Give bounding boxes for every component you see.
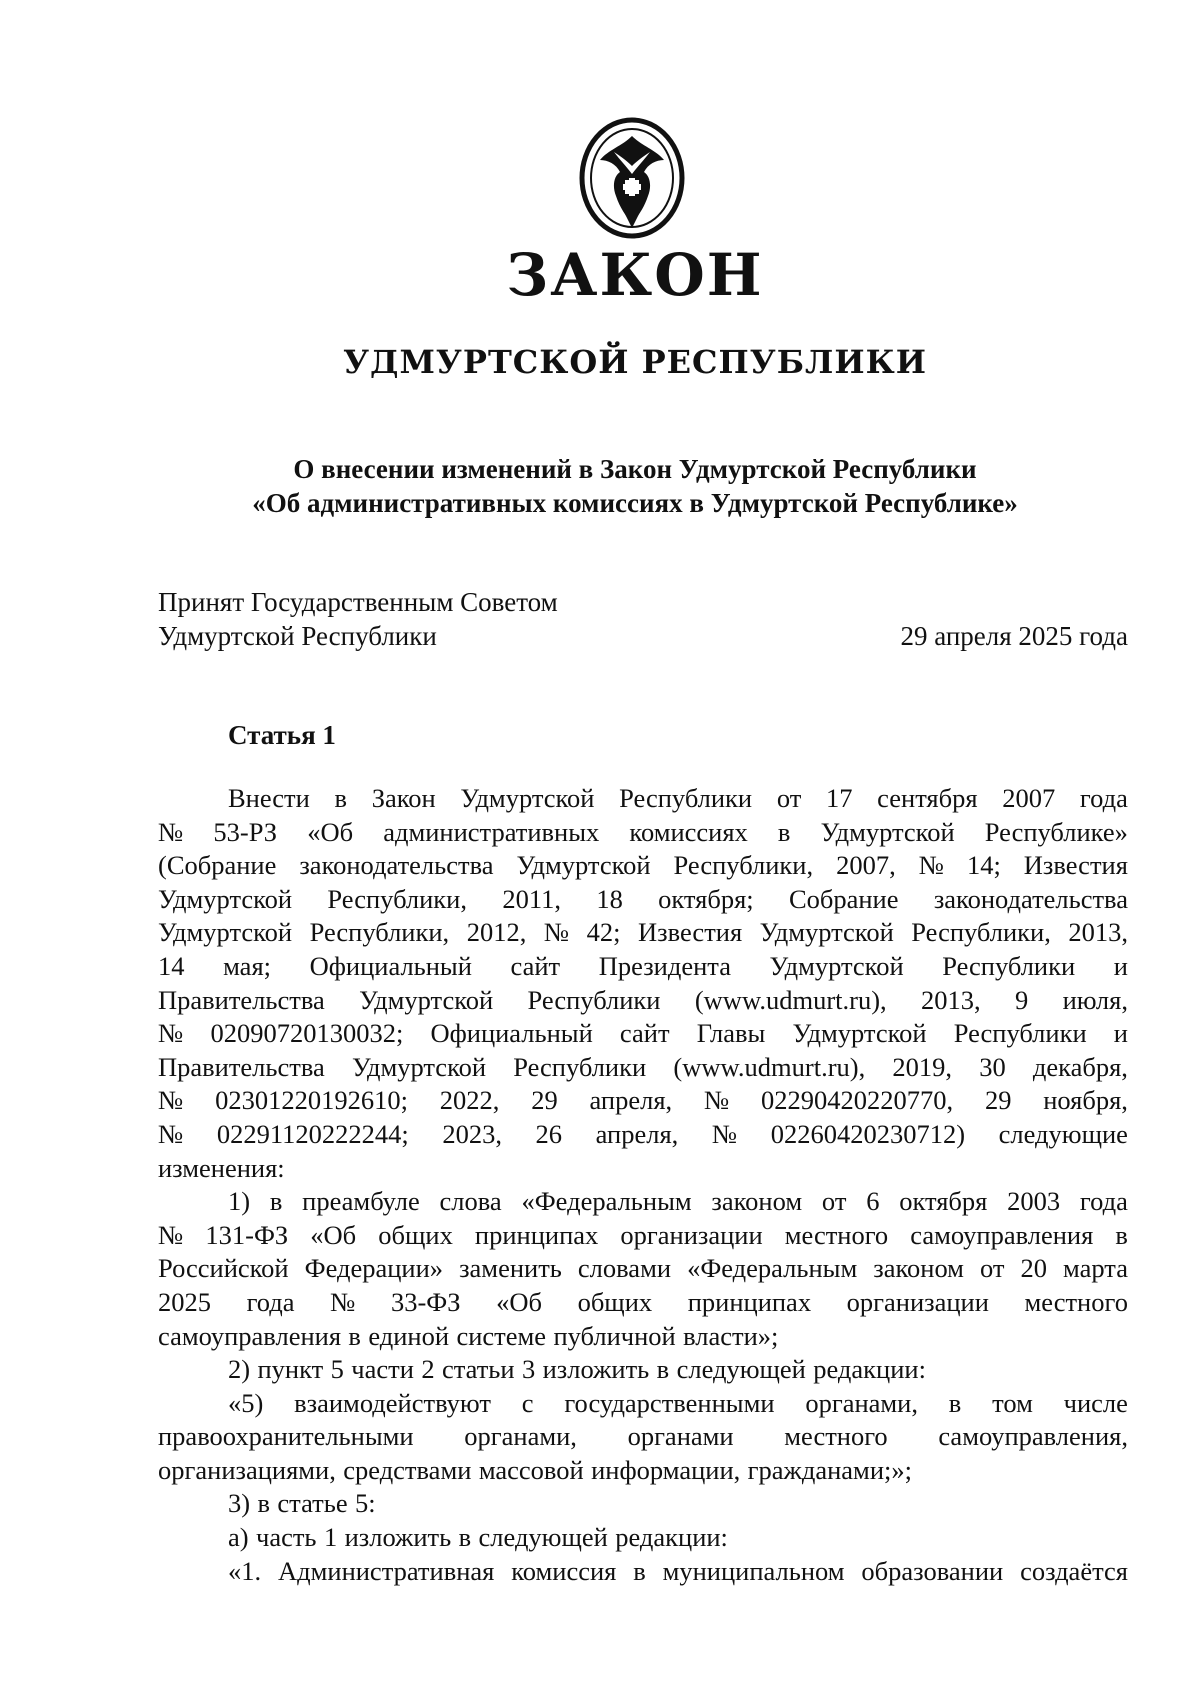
adoption-date: 29 апреля 2025 года <box>900 621 1128 651</box>
body-word: редакции: <box>813 1354 926 1385</box>
body-word: государственными <box>564 1387 775 1418</box>
body-word: в <box>269 1186 283 1217</box>
body-word: «Об <box>310 1219 357 1250</box>
body-word: № <box>330 1286 356 1317</box>
body-word: апреля, <box>595 1118 679 1149</box>
body-word: следующей <box>676 1354 806 1385</box>
body-word: мая; <box>223 950 271 981</box>
body-word: статье <box>277 1488 348 1519</box>
body-word: 02090720130032; <box>210 1018 404 1049</box>
body-word: (Собрание <box>158 850 277 881</box>
body-text-line <box>158 1219 1128 1253</box>
udmurt-coat-of-arms-icon <box>578 116 686 240</box>
body-word: Удмуртской <box>769 950 904 981</box>
body-text-line <box>158 1118 1128 1152</box>
body-word: органами <box>627 1421 734 1452</box>
document-title: ЗАКОН <box>506 241 764 309</box>
body-word: 18 <box>596 883 623 914</box>
body-word: 29 <box>984 1085 1012 1116</box>
body-word: года <box>246 1286 295 1317</box>
body-word: Официальный <box>309 950 472 981</box>
body-word: Республике» <box>984 816 1128 847</box>
body-word: «Федеральным <box>687 1253 858 1284</box>
body-word: Республики <box>619 783 753 813</box>
body-word: от <box>980 1253 1005 1284</box>
body-word: изложить <box>542 1354 650 1385</box>
body-word: «Об <box>307 816 354 847</box>
body-word: Удмуртской <box>359 984 494 1015</box>
body-word: комиссия <box>511 1555 617 1586</box>
body-word: Удмуртской <box>158 917 293 948</box>
body-word: 17 <box>825 783 853 813</box>
body-word: Внести <box>228 783 310 813</box>
body-text-line <box>158 816 1128 850</box>
body-word: 33-ФЗ <box>390 1286 461 1317</box>
body-word: 9 <box>1015 984 1029 1015</box>
body-word: 3 <box>521 1354 536 1385</box>
body-word: апреля, <box>589 1085 673 1116</box>
body-word: слова <box>439 1186 502 1217</box>
body-word: октября; <box>658 883 754 914</box>
body-word: сайт <box>510 950 561 981</box>
body-word: изменения: <box>158 1152 285 1183</box>
body-word: органами, <box>464 1421 577 1452</box>
body-word: (www.udmurt.ru), <box>694 984 887 1015</box>
body-word: публичной <box>553 1320 676 1351</box>
body-word: 1) <box>228 1186 251 1217</box>
body-word: в <box>656 1354 670 1385</box>
body-word: законодательства <box>933 883 1128 914</box>
body-word: 14 <box>158 950 185 981</box>
body-word: Правительства <box>158 984 325 1015</box>
body-text-line <box>158 1051 1128 1085</box>
adopted-by-line: Удмуртской Республики <box>158 621 437 651</box>
body-word: Известия <box>638 917 743 948</box>
body-word: 29 <box>531 1085 558 1116</box>
body-word: № <box>158 1085 184 1116</box>
body-word: преамбуле <box>302 1186 420 1217</box>
body-word: Удмуртской <box>516 850 651 881</box>
body-word: в <box>334 783 348 813</box>
body-word: июля, <box>1062 984 1128 1015</box>
body-word: № <box>158 1118 184 1149</box>
body-word: 131-ФЗ <box>205 1219 289 1250</box>
body-word: взаимодействуют <box>294 1387 491 1418</box>
body-word: Республики <box>527 984 661 1015</box>
body-word: Известия <box>1023 850 1128 881</box>
body-word: 53-РЗ <box>213 816 278 847</box>
body-word: Собрание <box>788 883 899 914</box>
body-word: Российской <box>158 1253 289 1284</box>
body-word: 5: <box>354 1488 376 1519</box>
body-word: часть <box>256 1522 317 1553</box>
body-word: 02290420220770, <box>761 1085 954 1116</box>
body-word: следующей <box>478 1522 608 1553</box>
body-word: марта <box>1063 1253 1128 1284</box>
body-word: 2012, <box>466 917 527 948</box>
body-word: сайт <box>619 1018 670 1049</box>
law-heading <box>0 452 1200 520</box>
body-word: 2013, <box>921 984 981 1015</box>
body-word: (www.udmurt.ru), <box>673 1051 866 1082</box>
body-word: создаётся <box>1020 1555 1128 1586</box>
body-word: а) <box>228 1522 249 1553</box>
body-word: № <box>543 917 570 948</box>
body-word: № <box>158 1219 184 1250</box>
body-text-line <box>158 1487 1128 1521</box>
body-word: октября <box>899 1186 988 1217</box>
body-word: административных <box>383 816 600 847</box>
body-word: 02260420230712) <box>770 1118 966 1149</box>
body-word: 2022, <box>439 1085 500 1116</box>
body-word: изложить <box>344 1522 452 1553</box>
body-word: законом <box>711 1186 803 1217</box>
body-word: принципах <box>687 1286 812 1317</box>
body-text-line <box>158 1252 1128 1286</box>
body-word: словами <box>577 1253 672 1284</box>
body-word: Удмуртской <box>351 1051 487 1082</box>
body-word: Удмуртской <box>759 917 894 948</box>
body-word: правоохранительными <box>158 1421 414 1452</box>
body-word: 2) <box>228 1354 251 1385</box>
body-text-line <box>158 782 1128 816</box>
body-word: Правительства <box>158 1051 325 1082</box>
body-text-line <box>158 1420 1128 1454</box>
body-word: организации <box>846 1286 989 1317</box>
body-word: Республики, <box>309 917 450 948</box>
body-text-line <box>158 1152 1128 1186</box>
body-word: «1. <box>228 1555 262 1586</box>
body-word: 5 <box>330 1354 344 1385</box>
body-word: самоуправления <box>910 1219 1094 1250</box>
body-text-line <box>158 1017 1128 1051</box>
body-text-line <box>158 883 1128 917</box>
body-text-line <box>158 984 1128 1018</box>
body-word: ноября, <box>1043 1085 1128 1116</box>
body-word: «5) <box>228 1387 264 1418</box>
body-word: массовой <box>478 1454 584 1485</box>
body-word: 2003 <box>1007 1186 1061 1217</box>
body-word: Республики <box>513 1051 647 1082</box>
body-word: Республики, <box>911 917 1051 948</box>
body-word: Президента <box>598 950 731 981</box>
body-word: власти»; <box>683 1320 779 1351</box>
body-word: в <box>257 1488 270 1519</box>
body-word: общих <box>577 1286 653 1317</box>
body-text-line <box>158 1454 1128 1488</box>
body-word: комиссиях <box>629 816 748 847</box>
body-word: и <box>1113 1018 1128 1049</box>
body-word: принципах <box>474 1219 599 1250</box>
body-word: общих <box>378 1219 453 1250</box>
body-word: самоуправления <box>158 1320 342 1351</box>
body-word: информации, <box>591 1454 741 1485</box>
body-word: сентября <box>877 783 978 813</box>
body-word: 2 <box>421 1354 435 1385</box>
body-word: Удмуртской <box>820 816 955 847</box>
body-word: Административная <box>278 1555 495 1586</box>
body-word: Официальный <box>430 1018 593 1049</box>
adoption-block <box>158 585 1128 653</box>
body-word: системе <box>456 1320 547 1351</box>
body-word: законом <box>873 1253 964 1284</box>
body-word: от <box>776 783 802 813</box>
body-word: года <box>1079 1186 1128 1217</box>
body-word: 6 <box>866 1186 880 1217</box>
body-text-line <box>158 1521 1128 1555</box>
body-word: местного <box>784 1421 888 1452</box>
body-word: муниципальном <box>662 1555 845 1586</box>
body-text-line <box>158 1185 1128 1219</box>
body-word: 20 <box>1020 1253 1048 1284</box>
body-word: средствами <box>343 1454 472 1485</box>
body-word: декабря, <box>1032 1051 1128 1082</box>
body-word: № <box>703 1085 730 1116</box>
body-word: 14; <box>966 850 1001 881</box>
article-body <box>158 782 1128 1588</box>
body-word: Федерации» <box>304 1253 444 1284</box>
body-word: гражданами;»; <box>747 1454 912 1485</box>
body-word: «Федеральным <box>521 1186 692 1217</box>
body-word: 2007, <box>836 850 896 881</box>
body-text-line <box>158 1320 1128 1354</box>
body-word: 2013, <box>1068 917 1128 948</box>
body-word: Удмуртской <box>792 1018 927 1049</box>
body-word: части <box>351 1354 414 1385</box>
adopted-by-line: Принят Государственным Советом <box>158 587 558 617</box>
body-word: Республики <box>953 1018 1087 1049</box>
body-word: Республики, <box>327 883 467 914</box>
body-word: и <box>1113 950 1128 981</box>
body-word: 2019, <box>892 1051 953 1082</box>
body-word: Удмуртской <box>158 883 293 914</box>
body-word: Удмуртской <box>460 783 595 813</box>
body-text-line <box>158 849 1128 883</box>
body-word: № <box>158 816 184 847</box>
body-word: в <box>948 1387 962 1418</box>
body-word: редакции: <box>615 1522 728 1553</box>
body-word: в <box>458 1522 472 1553</box>
body-word: Главы <box>696 1018 766 1049</box>
body-word: образовании <box>861 1555 1004 1586</box>
body-word: «Об <box>496 1286 542 1317</box>
body-text-line <box>158 1387 1128 1421</box>
body-word: 02291120222244; <box>216 1118 409 1149</box>
body-word: единой <box>368 1320 450 1351</box>
body-word: 2007 <box>1002 783 1056 813</box>
body-text-line <box>158 950 1128 984</box>
body-word: органами, <box>805 1387 918 1418</box>
body-word: законодательства <box>299 850 494 881</box>
body-word: местного <box>1024 1286 1128 1317</box>
body-word: № <box>918 850 944 881</box>
body-word: № <box>711 1118 738 1149</box>
law-heading-line: О внесении изменений в Закон Удмуртской Республики <box>293 454 977 484</box>
body-word: 2011, <box>502 883 561 914</box>
body-text-line <box>158 916 1128 950</box>
body-word: в <box>777 816 791 847</box>
body-word: 30 <box>979 1051 1006 1082</box>
body-word: в <box>1115 1219 1128 1250</box>
body-text-line <box>158 1353 1128 1387</box>
body-word: 1 <box>323 1522 338 1553</box>
body-word: с <box>521 1387 534 1418</box>
body-text-line <box>158 1555 1128 1589</box>
body-word: 3) <box>228 1488 251 1519</box>
body-word: Республики <box>942 950 1076 981</box>
body-word: 2025 <box>158 1286 211 1317</box>
body-word: следующие <box>998 1118 1128 1149</box>
body-word: самоуправления, <box>938 1421 1128 1452</box>
body-word: 26 <box>535 1118 563 1149</box>
document-subtitle: УДМУРТСКОЙ РЕСПУБЛИКИ <box>343 343 927 381</box>
body-word: в <box>633 1555 646 1586</box>
body-word: Республики, <box>673 850 814 881</box>
body-word: 2023, <box>442 1118 502 1149</box>
body-word: 02301220192610; <box>215 1085 408 1116</box>
body-word: Закон <box>371 783 436 813</box>
body-word: числе <box>1063 1387 1128 1418</box>
article-title: Статья 1 <box>228 720 336 750</box>
body-word: от <box>821 1186 847 1217</box>
body-word: 42; <box>586 917 621 948</box>
body-text-line <box>158 1286 1128 1320</box>
body-word: местного <box>784 1219 889 1250</box>
body-text-line <box>158 1084 1128 1118</box>
body-word: заменить <box>459 1253 562 1284</box>
body-word: том <box>992 1387 1033 1418</box>
body-word: организациями, <box>158 1454 336 1485</box>
body-word: № <box>158 1018 184 1049</box>
body-word: организации <box>620 1219 763 1250</box>
body-word: в <box>348 1320 361 1351</box>
body-word: пункт <box>257 1354 324 1385</box>
body-word: статьи <box>441 1354 515 1385</box>
law-heading-line: «Об административных комиссиях в Удмуртской Республике» <box>252 488 1018 518</box>
body-word: года <box>1079 783 1128 813</box>
